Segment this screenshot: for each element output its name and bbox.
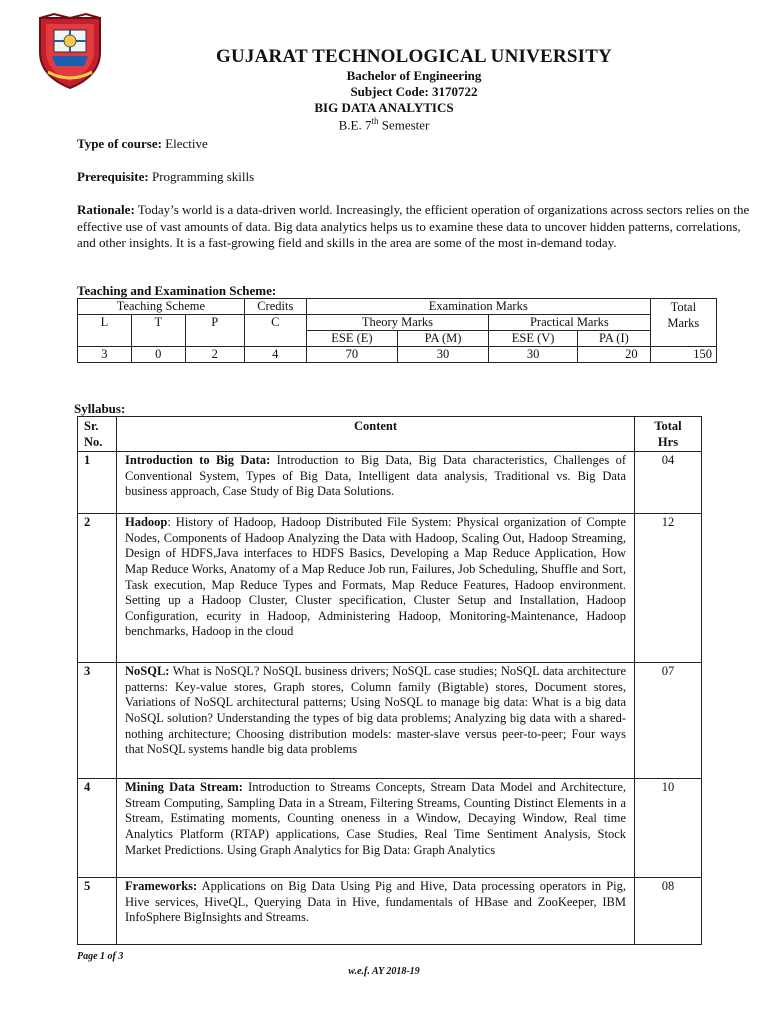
- credits-header: Credits: [244, 299, 306, 315]
- page-number: Page 1 of 3: [77, 951, 124, 962]
- p-header: P: [185, 315, 244, 347]
- row-content: Frameworks: Applications on Big Data Using Pig and Hive, Data processing operators in Pig, Hive services, HiveQL, Querying Data in Hive, fundamentals of HBase and ZooKeeper, IBM InfoSphere BigInsights and Streams.: [117, 878, 635, 945]
- row-content: NoSQL: What is NoSQL? NoSQL business drivers; NoSQL case studies; NoSQL data architecture patterns: Key-value stores, Graph stores, Column family (Bigtable) stores, Document stores, Variations of NoSQL architectural patterns; Using NoSQL to manage big data: What is a big data NoSQL solution? Understanding the types of big data problems; Analyzing big data with a shared-nothing architecture; Choosing distribution models: master-slave versus peer-to-peer; Four ways that NoSQL systems handle big data problems: [117, 663, 635, 779]
- theory-marks-header: Theory Marks: [306, 315, 488, 331]
- ese-e-header: ESE (E): [306, 331, 397, 347]
- syllabus-table: [77, 416, 702, 945]
- exam-marks-header: Examination Marks: [306, 299, 650, 315]
- sr-header: Sr. No.: [78, 417, 117, 452]
- total-marks-header: Total Marks: [650, 299, 716, 347]
- c-header: C: [244, 315, 306, 347]
- prerequisite: Prerequisite: Programming skills: [77, 169, 255, 184]
- row-content: Introduction to Big Data: Introduction to Big Data, Big Data characteristics, Challenges of Conventional System, Types of Big Data, Intelligent data analysis, Traditional vs. Big Data business approach, Case Study of Big Data Solutions.: [117, 452, 635, 514]
- effective-year: w.e.f. AY 2018-19: [348, 966, 420, 977]
- content-header: Content: [117, 417, 635, 452]
- practical-marks-header: Practical Marks: [489, 315, 651, 331]
- scheme-title: Teaching and Examination Scheme:: [77, 283, 277, 298]
- ese-e-value: 70: [306, 347, 397, 363]
- scheme-table: [77, 298, 717, 363]
- p-value: 2: [185, 347, 244, 363]
- course-type: Type of course: Elective: [77, 136, 208, 151]
- pa-i-value: 20: [578, 347, 650, 363]
- teaching-scheme-header: Teaching Scheme: [78, 299, 245, 315]
- table-row: 3 NoSQL: What is NoSQL? NoSQL business drivers; NoSQL case studies; NoSQL data architecture patterns: Key-value stores, Graph stores, Column family (Bigtable) stores, Document stores, Variations of NoSQL architectural patterns; Using NoSQL to manage big data: What is a big data NoSQL solution? Understanding the types of big data problems; Analyzing big data with a shared-nothing architecture; Choosing distribution models: master-slave versus peer-to-peer; Four ways that NoSQL systems handle big data problems 07: [78, 663, 702, 779]
- l-header: L: [78, 315, 132, 347]
- t-value: 0: [131, 347, 185, 363]
- university-name: GUJARAT TECHNOLOGICAL UNIVERSITY: [216, 46, 612, 67]
- total-value: 150: [650, 347, 716, 363]
- l-value: 3: [78, 347, 132, 363]
- table-row: 4 Mining Data Stream: Introduction to Streams Concepts, Stream Data Model and Architecture, Stream Computing, Sampling Data in a Stream, Filtering Streams, Counting Distinct Elements in a Stream, Estimating moments, Counting oneness in a Window, Decaying Window, Real time Analytics Platform (RTAP) applications, Case Studies, Real Time Sentiment Analysis, Stock Market Predictions. Using Graph Analytics for Big Data: Graph Analytics 10: [78, 779, 702, 878]
- syllabus-title: Syllabus:: [74, 401, 126, 416]
- degree-name: Bachelor of Engineering: [346, 68, 482, 83]
- ese-v-value: 30: [489, 347, 578, 363]
- rationale: Rationale: Today’s world is a data-driven world. Increasingly, the efficient operation of organizations across sectors relies on the effective use of vast amounts of data. Big data analytics helps us to examine these data to uncover hidden patterns, correlations, and other insights. It is a fast-growing field and skills in the area are some of the most in-demand today.: [77, 202, 750, 250]
- row-content: Mining Data Stream: Introduction to Streams Concepts, Stream Data Model and Architecture, Stream Computing, Sampling Data in a Stream, Filtering Streams, Counting Distinct Elements in a Stream, Estimating moments, Counting oneness in a Window, Decaying Window, Real time Analytics Platform (RTAP) applications, Case Studies, Real Time Sentiment Analysis, Stock Market Predictions. Using Graph Analytics for Big Data: Graph Analytics: [117, 779, 635, 878]
- hrs-header: Total Hrs: [635, 417, 702, 452]
- pa-m-value: 30: [397, 347, 488, 363]
- pa-m-header: PA (M): [397, 331, 488, 347]
- pa-i-header: PA (I): [578, 331, 650, 347]
- row-content: Hadoop: History of Hadoop, Hadoop Distributed File System: Physical organization of Compte Nodes, Components of Hadoop Analyzing the Data with Hadoop, Scaling Out, Hadoop Streaming, Design of HDFS,Java interfaces to HDFS Basics, Developing a Map Reduce Application, How Map Reduce Works, Anatomy of a Map Reduce Job run, Failures, Job Scheduling, Shuffle and Sort, Task execution, Map Reduce Types and Formats, Map Reduce Features, Hadoop environment. Setting up a Hadoop Cluster, Cluster specification, Cluster Setup and Installation, Hadoop Configuration, ecurity in Hadoop, Administering Hadoop, Monitoring-Maintenance, Hadoop benchmarks, Hadoop in the cloud: [117, 514, 635, 663]
- ese-v-header: ESE (V): [489, 331, 578, 347]
- t-header: T: [131, 315, 185, 347]
- semester: B.E. 7th Semester: [338, 116, 430, 133]
- c-value: 4: [244, 347, 306, 363]
- table-row: 2 Hadoop: History of Hadoop, Hadoop Distributed File System: Physical organization of Compte Nodes, Components of Hadoop Analyzing the Data with Hadoop, Scaling Out, Hadoop Streaming, Design of HDFS,Java interfaces to HDFS Basics, Developing a Map Reduce Application, How Map Reduce Works, Anatomy of a Map Reduce Job run, Failures, Job Scheduling, Shuffle and Sort, Task execution, Map Reduce Types and Formats, Map Reduce Features, Hadoop environment. Setting up a Hadoop Cluster, Cluster specification, Cluster Setup and Installation, Hadoop Configuration, ecurity in Hadoop, Administering Hadoop, Monitoring-Maintenance, Hadoop benchmarks, Hadoop in the cloud 12: [78, 514, 702, 663]
- table-row: 1 Introduction to Big Data: Introduction to Big Data, Big Data characteristics, Challenges of Conventional System, Types of Big Data, Intelligent data analysis, Traditional vs. Big Data business approach, Case Study of Big Data Solutions. 04: [78, 452, 702, 514]
- table-row: 5 Frameworks: Applications on Big Data Using Pig and Hive, Data processing operators in Pig, Hive services, HiveQL, Querying Data in Hive, fundamentals of HBase and ZooKeeper, IBM InfoSphere BigInsights and Streams. 08: [78, 878, 702, 945]
- subject-code: Subject Code: 3170722: [350, 84, 478, 99]
- subject-name: BIG DATA ANALYTICS: [314, 100, 454, 115]
